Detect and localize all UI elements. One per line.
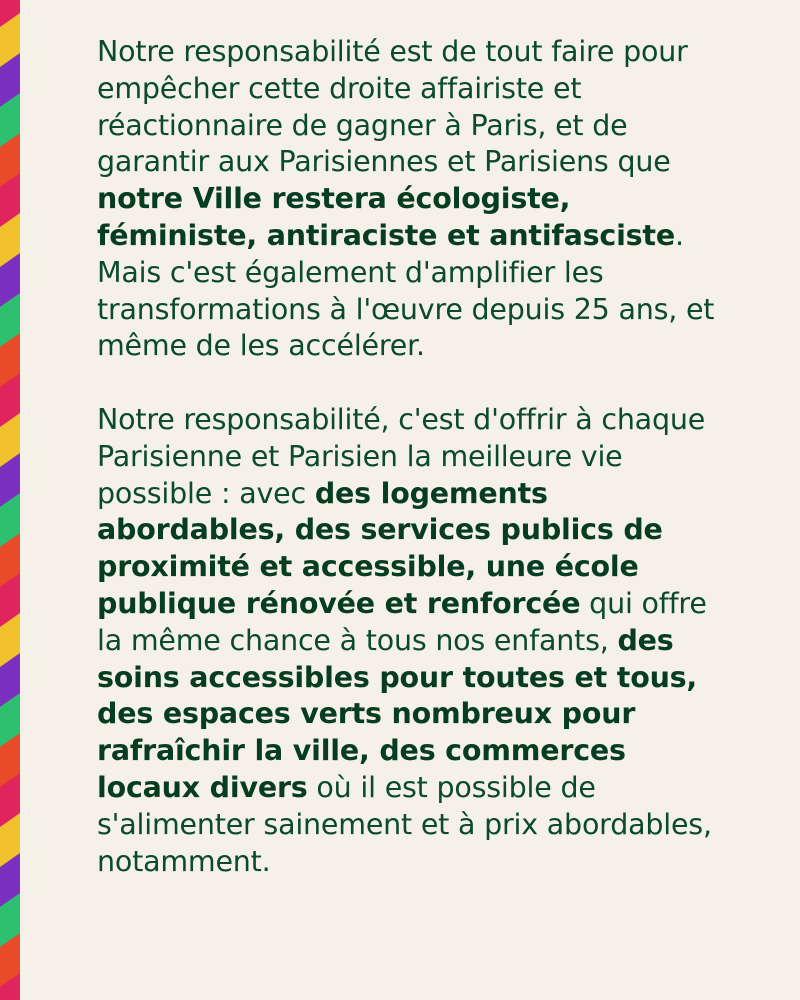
text-run: Notre responsabilité, c'est d'offrir à chaque Parisienne et Parisien la meilleure vie possible : avec xyxy=(97,402,706,510)
text-run: où il est possible de s'alimenter sainement et à prix abordables, notamment. xyxy=(97,770,712,878)
text-run: Notre responsabilité est de tout faire pour empêcher cette droite affairiste et réactionnaire de gagner à Paris, et de garantir aux Parisiennes et Parisiens que xyxy=(97,35,688,179)
decorative-color-stripe xyxy=(0,0,20,1000)
emphasis-text: notre Ville restera écologiste, féministe, antiraciste et antifasciste xyxy=(97,182,675,252)
paragraph-2 xyxy=(97,402,727,880)
text-run: . Mais c'est également d'amplifier les transformations à l'œuvre depuis 25 ans, et même de les accélérer. xyxy=(97,218,715,363)
text-run: qui offre la même chance à tous nos enfants, xyxy=(97,586,707,657)
paragraph-1 xyxy=(97,34,727,365)
emphasis-text: des soins accessibles pour toutes et tous, des espaces verts nombreux pour rafraîchir la ville, des commerces locaux divers xyxy=(97,623,698,804)
emphasis-text: des logements abordables, des services publics de proximité et accessible, une école publique rénovée et renforcée xyxy=(97,476,663,620)
text-content xyxy=(97,34,727,880)
